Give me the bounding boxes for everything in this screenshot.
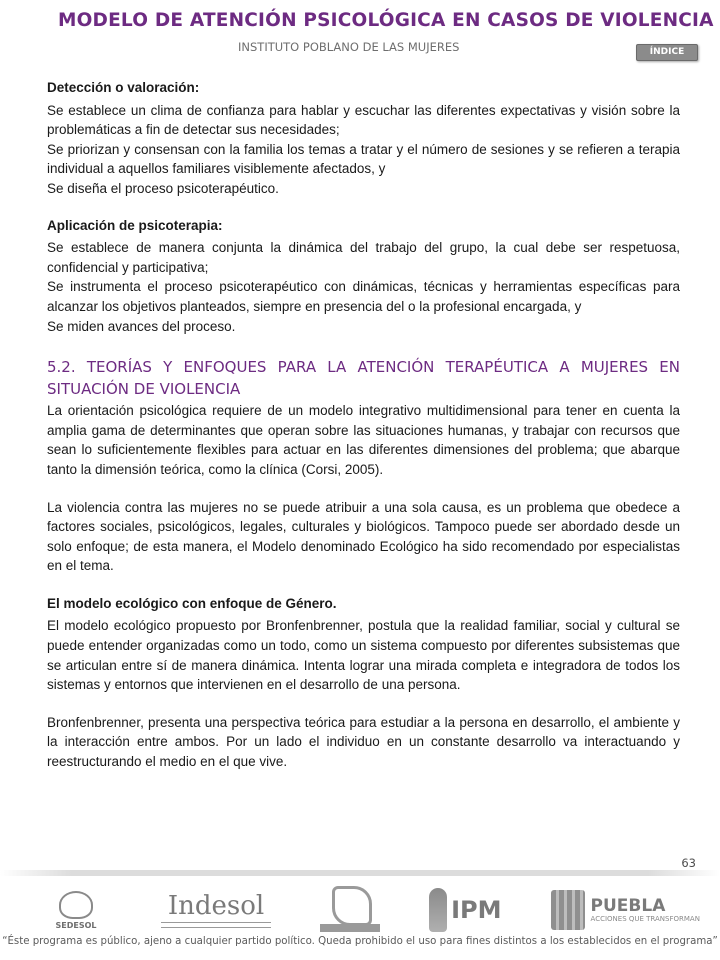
ipm-logo-text: IPM [451,896,502,924]
paimef-emblem-icon [332,886,372,926]
ecologico-heading: El modelo ecológico con enfoque de Género. [47,595,337,611]
footer-logos [40,880,700,940]
spacer [47,199,680,216]
aplicacion-item: Se establece de manera conjunta la dinámica del trabajo del grupo, la cual debe ser respetuosa, confidencial y participativa; [47,240,680,275]
indesol-logo [161,892,271,928]
deteccion-item: Se establece un clima de confianza para hablar y escuchar las diferentes expectativas y visión sobre la problemáticas a fin de detectar sus necesidades; [47,102,680,138]
aplicacion-item: Se miden avances del proceso. [47,318,236,334]
program-disclaimer: “Éste programa es público, ajeno a cualquier partido político. Queda prohibido el uso para fines distintos a los establecidos en el programa” [2,936,718,947]
deteccion-item: Se priorizan y consensan con la familia los temas a tratar y el número de sesiones y se refieren a terapia individual a aquellos familiares visiblemente afectados, y [47,141,680,177]
puebla-tagline: ACCIONES QUE TRANSFORMAN [590,915,700,923]
indesol-logo-text: Indesol [167,891,265,921]
ipm-logo [429,888,501,932]
puebla-logo [551,890,700,930]
section-paragraph: La violencia contra las mujeres no se puede atribuir a una sola causa, es un problema que obedece a factores sociales, psicológicos, legales, culturales y biológicos. Tampoco puede ser abordado desde un solo enfoque; de esta manera, el Modelo denominado Ecológico ha sido recomendado por especialistas en el tema. [47,499,680,574]
puebla-logo-text: PUEBLA [590,896,666,916]
indesol-underline [161,922,271,928]
spacer [47,576,680,594]
sedesol-logo [40,884,112,936]
sedesol-logo-text: SEDESOL [55,920,97,930]
ecologico-paragraph: Bronfenbrenner, presenta una perspectiva teórica para estudiar a la persona en desarrollo, el ambiente y la interacción entre ambos. Por un lado el individuo en un constante desarrollo va interactuando y reestructurando el medio en el que vive. [47,714,680,770]
paimef-logo [320,884,380,936]
page-content [47,78,680,772]
deteccion-item: Se diseña el proceso psicoterapéutico. [47,180,279,196]
institute-subtitle: INSTITUTO POBLANO DE LAS MUJERES [238,40,460,54]
spacer [47,480,680,498]
spacer [47,336,680,356]
section-heading: 5.2. TEORÍAS Y ENFOQUES PARA LA ATENCIÓN TERAPÉUTICA A MUJERES EN SITUACIÓN DE VIOLENCIA [47,358,680,399]
document-title: MODELO DE ATENCIÓN PSICOLÓGICA EN CASOS DE VIOLENCIA [58,10,714,31]
paimef-bar [320,924,380,932]
ipm-figure-icon [429,888,447,932]
page-number: 63 [681,856,696,870]
index-button[interactable]: ÍNDICE [636,44,698,61]
deteccion-heading: Detección o valoración: [47,80,200,95]
footer-divider [0,870,720,876]
puebla-emblem-icon [551,890,585,930]
aplicacion-item: Se instrumenta el proceso psicoterapéutico con dinámicas, técnicas y herramientas específicas para alcanzar los objetivos planteados, siempre en presencia del o la profesional encargada, y [47,279,680,314]
sedesol-seal-icon [59,891,93,919]
ecologico-paragraph: El modelo ecológico propuesto por Bronfenbrenner, postula que la realidad familiar, social y cultural se puede entender organizadas como un todo, como un sistema compuesto por diferentes subsistemas que se articulan entre sí de manera dinámica. Intenta lograr una mirada completa e integradora de todos los sistemas y entornos que intervienen en el desarrollo de una persona. [47,618,680,693]
section-paragraph: La orientación psicológica requiere de un modelo integrativo multidimensional para tener en cuenta la amplia gama de determinantes que operan sobre las situaciones humanas, y trabajar con recursos que sean lo suficientemente flexibles para actuar en las diferentes dimensiones del problema; que abarque tanto la dimensión teórica, como la clínica (Corsi, 2005). [47,403,680,477]
spacer [47,695,680,713]
aplicacion-heading: Aplicación de psicoterapia: [47,217,223,233]
